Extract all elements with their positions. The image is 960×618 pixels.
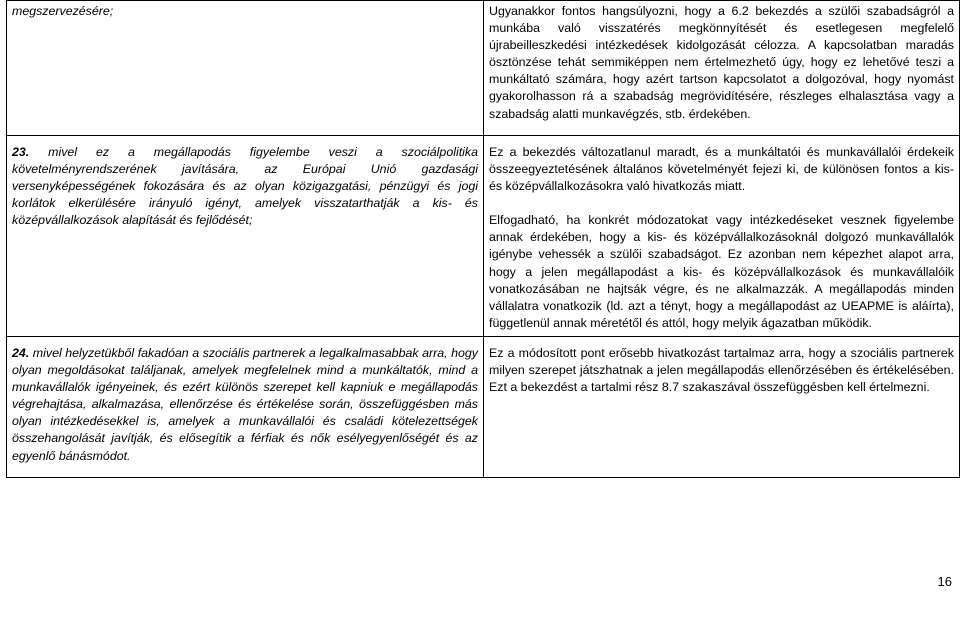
recital-text: mivel helyzetükből fakadóan a szociális partnerek a legalkalmasabbak arra, hogy olyan megoldásokat találjanak, amelyek megfelelnek mind a munkáltatók, mind a munkavállalók igényeinek, és ezért különös szerepet kell kapniuk e megállapodás végrehajtása, alkalmazása, ellenőrzése és értékelése során, összefüggésben más olyan intézkedésekkel is, amelyek a munkavállalói és családi kötelezettségek összehangolását javítják, és elősegítik a férfiak és nők esélyegyenlőségét és az egyenlő bánásmódot. [12,345,478,463]
commentary-paragraph: Ez a bekezdés változatlanul maradt, és a munkáltatói és munkavállalói érdekeik összeegyeztetésének általános követelményét fejezi ki, de különösen fontos a kis- és középvállalkozásokra való hivatkozás miatt. [489,145,954,194]
table-row [7,1,960,136]
commentary-cell [484,1,960,136]
commentary-paragraph: Ez a módosított pont erősebb hivatkozást tartalmaz arra, hogy a szociális partnerek milyen szerepet játszhatnak a jelen megállapodás ellenőrzésében és értékelésében. Ezt a bekezdést a tartalmi rész 8.7 szakaszával összefüggésben kell értelmezni. [489,345,954,395]
recital-number: 23. [12,145,30,159]
commentary-paragraph: Elfogadható, ha konkrét módozatokat vagy intézkedéseket vesznek figyelembe annak érdekében, hogy a kis- és középvállalkozásoknál dolgozó munkavállalók igénybe vehessék a szülői szabadságot. Ez azonban nem képezhet alapot arra, hogy a jelen megállapodást a kis- és középvállalkozások és munkavállalóik vonatkozásában ne hajtsák végre, és ne alkalmazzák. A megállapodás minden vállalatra vonatkozik (ld. azt a tényt, hogy a megállapodást az UEAPME is aláírta), függetlenül annak méretétől és attól, hogy melyik ágazatban működik. [489,213,954,330]
commentary-paragraph: Ugyanakkor fontos hangsúlyozni, hogy a 6.2 bekezdés a szülői szabadságról a munkába való visszatérés megkönnyítését és esetlegesen megfelelő újrabeilleszkedési intézkedések kidolgozását célozza. A kapcsolatban maradás ösztönzése tehát semmiképpen nem értelmezhető úgy, hogy ez lehetővé teszi a munkáltató számára, hogy azért tartson kapcsolatot a dolgozóval, hogy nyomást gyakorolhasson rá a szabadság megrövidítésére, részleges elhalasztása vagy a szabadság alatti munkavégzés, stb. érdekében. [489,4,954,121]
commentary-cell [484,136,960,337]
recital-text: mivel ez a megállapodás figyelembe veszi a szociálpolitika követelményrendszerének javítására, az Európai Unió gazdasági versenyképességének fokozására és az olyan közigazgatási, pénzügyi és jogi korlátok elkerülésére irányuló igényt, amelyek visszatarthatják a kis- és középvállalkozások alapítását és fejlődését; [12,145,478,228]
recital-cell [7,136,484,337]
recital-text: megszervezésére; [12,4,114,18]
recital-cell [7,1,484,136]
page-number: 16 [937,574,952,589]
document-table [6,0,960,478]
recital-number: 24. [12,345,30,360]
recital-cell [7,336,484,477]
commentary-cell [484,336,960,477]
table-row [7,336,960,477]
table-row [7,136,960,337]
